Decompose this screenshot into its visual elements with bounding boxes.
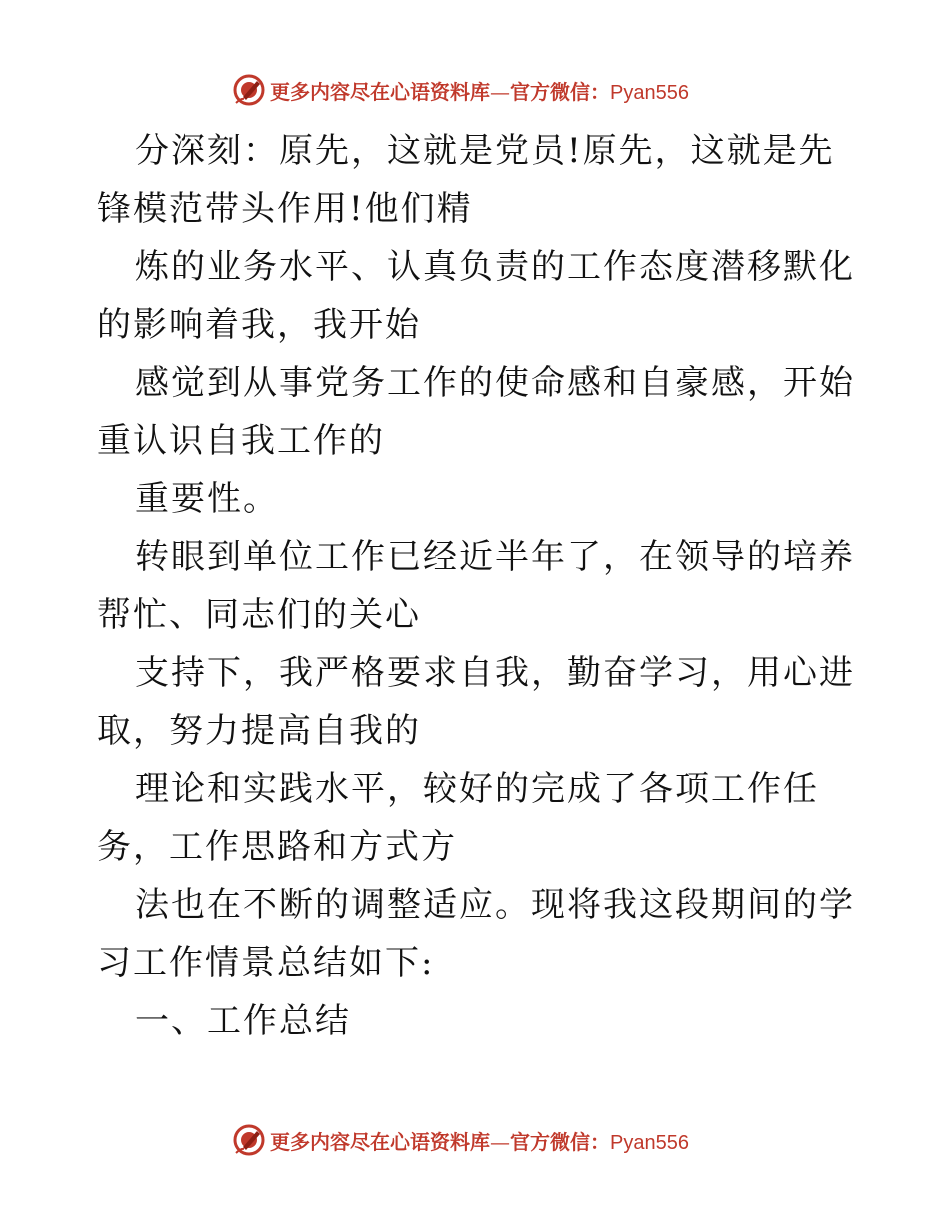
footer-banner-text <box>270 1126 689 1155</box>
paragraph-4: 重要性。 <box>135 479 279 519</box>
footer-banner <box>232 1123 689 1157</box>
pen-logo-icon <box>232 1123 266 1157</box>
pen-logo-icon <box>232 73 266 107</box>
header-banner <box>232 73 689 107</box>
paragraph-3: 感觉到从事党务工作的使命感和自豪感，开始重认识自我工作的 <box>97 363 855 461</box>
header-banner-separator: — <box>490 79 510 104</box>
header-banner-title: 更多内容尽在心语资料库 <box>270 79 490 104</box>
footer-banner-suffix: 官方微信： <box>510 1129 610 1154</box>
paragraph-1: 分深刻：原先，这就是党员!原先，这就是先锋模范带头作用!他们精 <box>97 131 835 229</box>
header-banner-suffix: 官方微信： <box>510 79 610 104</box>
paragraph-6: 支持下，我严格要求自我，勤奋学习，用心进取，努力提高自我的 <box>97 653 855 751</box>
footer-banner-separator: — <box>490 1129 510 1154</box>
footer-banner-title: 更多内容尽在心语资料库 <box>270 1129 490 1154</box>
header-banner-text <box>270 76 689 105</box>
header-banner-id: Pyan556 <box>610 81 689 104</box>
section-heading: 一、工作总结 <box>135 1001 351 1041</box>
document-body <box>97 122 857 1050</box>
paragraph-5: 转眼到单位工作已经近半年了，在领导的培养帮忙、同志们的关心 <box>97 537 855 635</box>
paragraph-8: 法也在不断的调整适应。现将我这段期间的学习工作情景总结如下: <box>97 885 855 983</box>
footer-banner-id: Pyan556 <box>610 1131 689 1154</box>
paragraph-2: 炼的业务水平、认真负责的工作态度潜移默化的影响着我，我开始 <box>97 247 855 345</box>
paragraph-7: 理论和实践水平，较好的完成了各项工作任务，工作思路和方式方 <box>97 769 819 867</box>
